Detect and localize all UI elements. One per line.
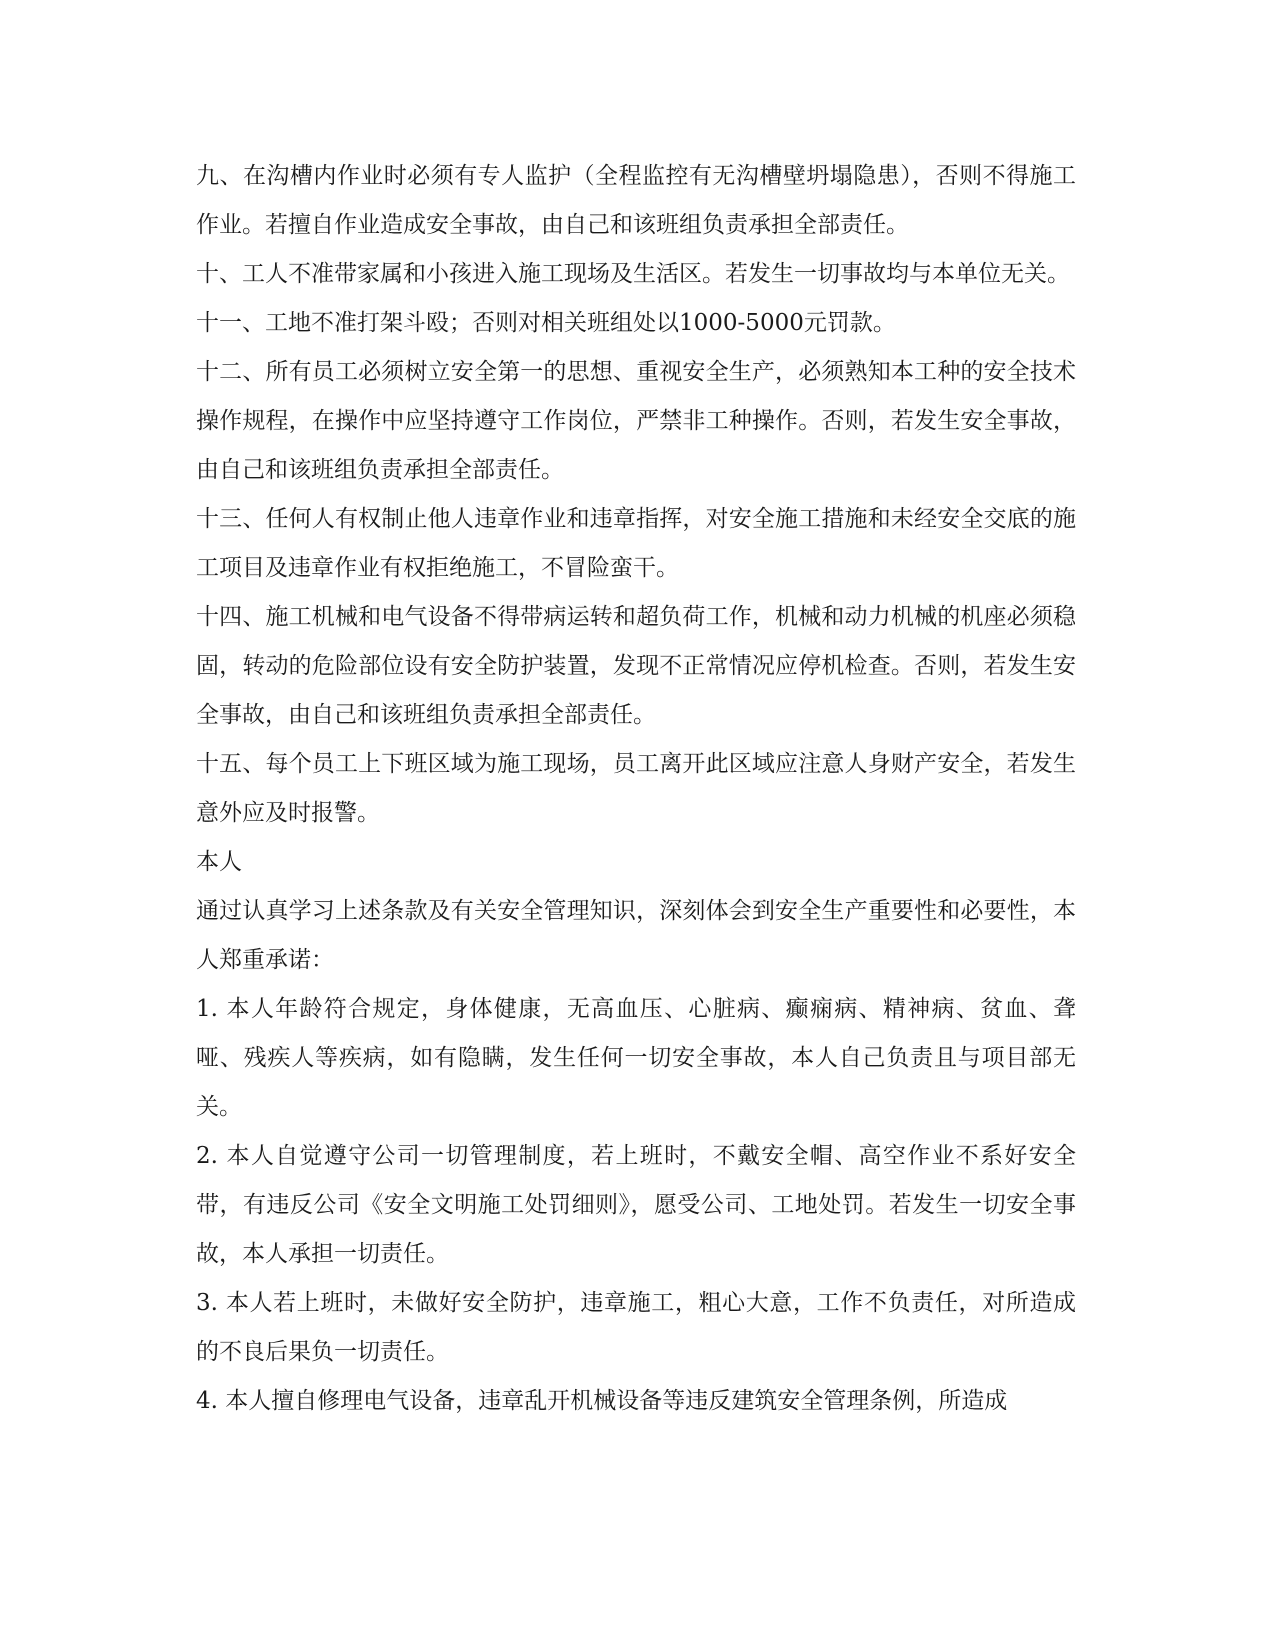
pledge-item-3: 3. 本人若上班时，未做好安全防护，违章施工，粗心大意，工作不负责任，对所造成的不良后果负一切责任。 bbox=[196, 1290, 1076, 1365]
pledge-intro: 通过认真学习上述条款及有关安全管理知识，深刻体会到安全生产重要性和必要性，本人郑重承诺： bbox=[196, 898, 1076, 973]
clause-14: 十四、施工机械和电气设备不得带病运转和超负荷工作，机械和动力机械的机座必须稳固，转动的危险部位设有安全防护装置，发现不正常情况应停机检查。否则，若发生安全事故，由自己和该班组负责承担全部责任。 bbox=[196, 604, 1076, 728]
pledge-item-1: 1. 本人年龄符合规定，身体健康，无高血压、心脏病、癫痫病、精神病、贫血、聋哑、残疾人等疾病，如有隐瞒，发生任何一切安全事故，本人自己负责且与项目部无关。 bbox=[196, 996, 1076, 1120]
pledge-item-2: 2. 本人自觉遵守公司一切管理制度，若上班时，不戴安全帽、高空作业不系好安全带，有违反公司《安全文明施工处罚细则》，愿受公司、工地处罚。若发生一切安全事故，本人承担一切责任。 bbox=[196, 1143, 1076, 1267]
clause-11: 十一、工地不准打架斗殴；否则对相关班组处以1000-5000元罚款。 bbox=[196, 310, 896, 336]
clause-13: 十三、任何人有权制止他人违章作业和违章指挥，对安全施工措施和未经安全交底的施工项目及违章作业有权拒绝施工，不冒险蛮干。 bbox=[196, 506, 1076, 581]
clause-10: 十、工人不准带家属和小孩进入施工现场及生活区。若发生一切事故均与本单位无关。 bbox=[196, 261, 1070, 287]
clause-9: 九、在沟槽内作业时必须有专人监护（全程监控有无沟槽壁坍塌隐患），否则不得施工作业。若擅自作业造成安全事故，由自己和该班组负责承担全部责任。 bbox=[196, 163, 1076, 238]
clause-12: 十二、所有员工必须树立安全第一的思想、重视安全生产，必须熟知本工种的安全技术操作规程，在操作中应坚持遵守工作岗位，严禁非工种操作。否则，若发生安全事故，由自己和该班组负责承担全部责任。 bbox=[196, 359, 1076, 483]
document-body bbox=[196, 152, 1076, 1426]
pledge-heading: 本人 bbox=[196, 849, 242, 875]
clause-15: 十五、每个员工上下班区域为施工现场，员工离开此区域应注意人身财产安全，若发生意外应及时报警。 bbox=[196, 751, 1076, 826]
pledge-item-4: 4. 本人擅自修理电气设备，违章乱开机械设备等违反建筑安全管理条例，所造成 bbox=[196, 1388, 1008, 1414]
